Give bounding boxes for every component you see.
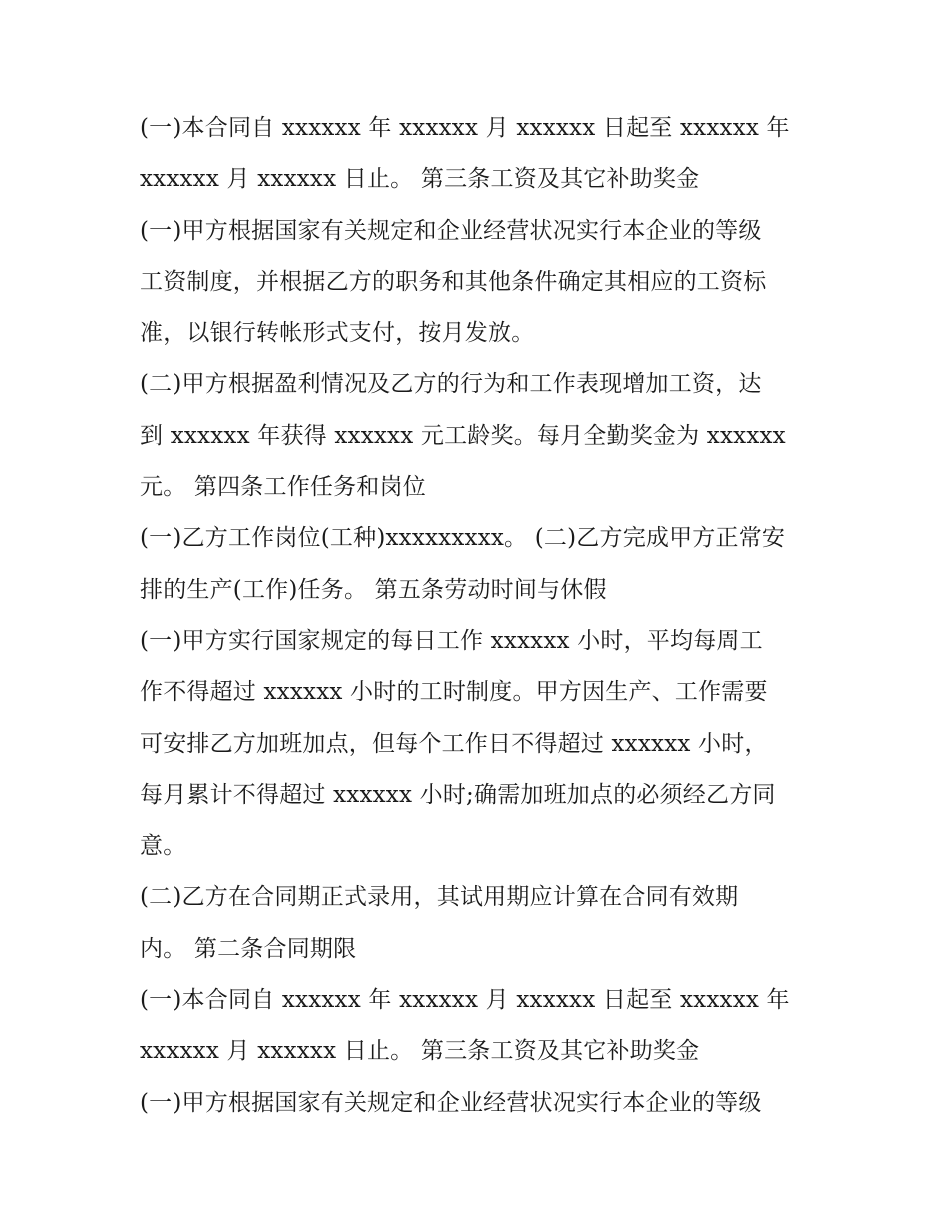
text-line: 工资制度，并根据乙方的职务和其他条件确定其相应的工资标 <box>140 268 767 295</box>
text-line: (一)乙方工作岗位(工种)xxxxxxxxx。 (二)乙方完成甲方正常安 <box>140 525 786 552</box>
text-line: xxxxxx 月 xxxxxx 日止。 第三条工资及其它补助奖金 <box>140 1038 700 1065</box>
text-line: 到 xxxxxx 年获得 xxxxxx 元工龄奖。每月全勤奖金为 xxxxxx <box>140 422 786 449</box>
text-line: 排的生产(工作)任务。 第五条劳动时间与休假 <box>140 576 607 603</box>
text-line: 每月累计不得超过 xxxxxx 小时;确需加班加点的必须经乙方同 <box>140 781 776 808</box>
document-body <box>140 103 830 1129</box>
text-line: (一)本合同自 xxxxxx 年 xxxxxx 月 xxxxxx 日起至 xxxxxx 年 <box>140 115 790 141</box>
text-line: 可安排乙方加班加点，但每个工作日不得超过 xxxxxx 小时， <box>140 730 768 757</box>
text-line: (二)甲方根据盈利情况及乙方的行为和工作表现增加工资，达 <box>140 371 762 398</box>
text-line: xxxxxx 月 xxxxxx 日止。 第三条工资及其它补助奖金 <box>140 166 700 193</box>
text-line: (一)甲方根据国家有关规定和企业经营状况实行本企业的等级 <box>140 217 762 244</box>
text-line: (一)甲方根据国家有关规定和企业经营状况实行本企业的等级 <box>140 1089 762 1116</box>
text-line: 作不得超过 xxxxxx 小时的工时制度。甲方因生产、工作需要 <box>140 679 768 706</box>
text-line: 意。 <box>140 833 187 860</box>
text-line: (一)甲方实行国家规定的每日工作 xxxxxx 小时，平均每周工 <box>140 627 763 654</box>
text-line: 元。 第四条工作任务和岗位 <box>140 474 426 501</box>
text-line: 准，以银行转帐形式支付，按月发放。 <box>140 320 535 347</box>
text-line: 内。 第二条合同期限 <box>140 935 357 962</box>
text-line: (一)本合同自 xxxxxx 年 xxxxxx 月 xxxxxx 日起至 xxxxxx 年 <box>140 987 790 1014</box>
text-line: (二)乙方在合同期正式录用，其试用期应计算在合同有效期 <box>140 884 739 911</box>
